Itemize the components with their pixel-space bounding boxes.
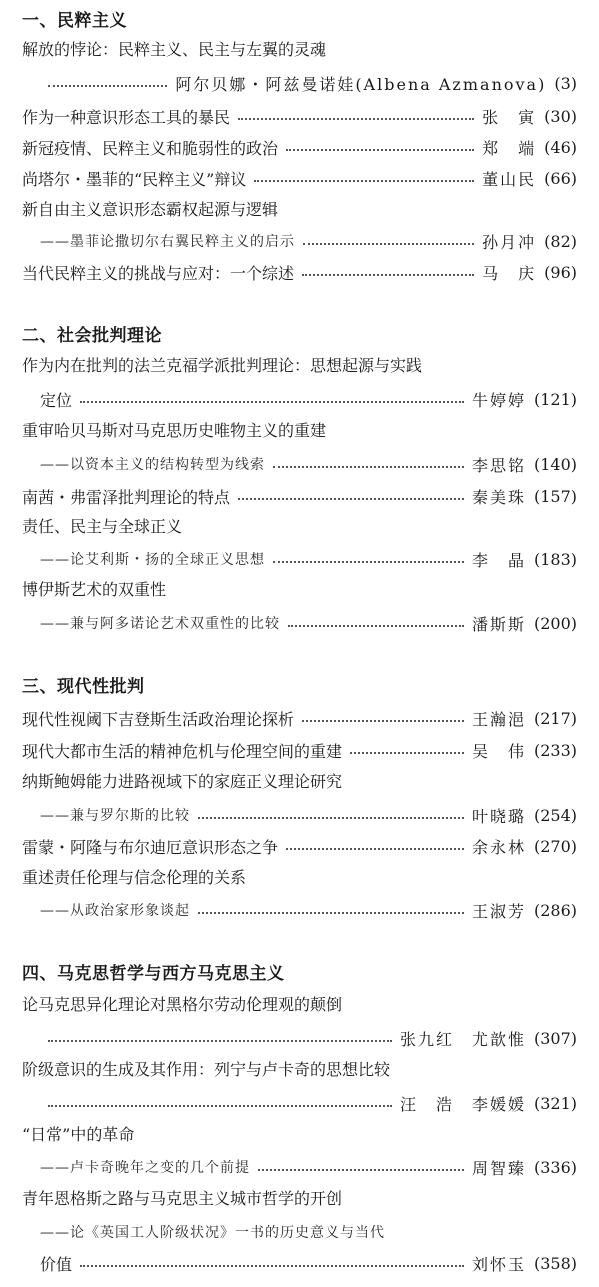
entry-author: 汪 浩 李媛媛 [399, 1094, 526, 1114]
toc-entry[interactable] [22, 135, 577, 159]
toc-entry[interactable] [22, 166, 577, 190]
toc-entry[interactable] [40, 1251, 577, 1275]
toc-entry[interactable] [40, 803, 577, 827]
toc-entry[interactable] [22, 706, 577, 730]
entry-title: ——从政治家形象谈起 [40, 903, 190, 919]
entry-page: (3) [554, 73, 577, 93]
leader-dots [286, 149, 474, 151]
entry-title: 现代大都市生活的精神危机与伦理空间的重建 [22, 741, 343, 761]
leader-dots [238, 118, 474, 120]
entry-page: (30) [544, 106, 577, 126]
entry-page: (321) [533, 1093, 577, 1113]
leader-dots [288, 625, 464, 627]
toc-entry[interactable] [22, 260, 577, 284]
toc-entry[interactable] [22, 834, 577, 858]
entry-author: 郑 端 [482, 138, 537, 158]
leader-dots [273, 561, 464, 563]
entry-page: (157) [533, 486, 577, 506]
leader-dots [254, 180, 474, 182]
leader-dots [273, 466, 464, 468]
entry-title: 当代民粹主义的挑战与应对：一个综述 [22, 263, 295, 283]
section-heading: 三、现代性批判 [22, 677, 145, 697]
toc-entry[interactable] [22, 104, 577, 128]
toc-entry[interactable] [22, 738, 577, 762]
entry-author: 马 庆 [482, 263, 537, 283]
entry-title: 责任、民主与全球正义 [22, 517, 183, 536]
entry-title: “日常”中的革命 [22, 1125, 135, 1144]
leader-dots [238, 498, 464, 500]
toc-entry[interactable] [40, 1026, 577, 1050]
entry-page: (233) [533, 740, 577, 760]
leader-dots [303, 243, 474, 245]
entry-page: (217) [533, 708, 577, 728]
leader-dots [80, 401, 464, 403]
entry-page: (336) [533, 1157, 577, 1177]
entry-title: ——卢卡奇晚年之变的几个前提 [40, 1160, 250, 1176]
entry-author: 秦美珠 [471, 487, 526, 507]
leader-dots [198, 817, 464, 819]
entry-title: 博伊斯艺术的双重性 [22, 580, 167, 599]
entry-page: (140) [533, 454, 577, 474]
entry-title: ——兼与罗尔斯的比较 [40, 808, 190, 824]
toc-entry[interactable] [40, 71, 577, 95]
entry-title: 解放的悖论：民粹主义、民主与左翼的灵魂 [22, 40, 327, 59]
entry-page: (82) [544, 231, 577, 251]
entry-page: (254) [533, 805, 577, 825]
entry-title: 重述责任伦理与信念伦理的关系 [22, 868, 247, 887]
entry-title: 新自由主义意识形态霸权起源与逻辑 [22, 200, 279, 219]
entry-title: 定位 [40, 390, 73, 410]
entry-author: 王淑芳 [471, 901, 526, 921]
entry-page: (46) [544, 137, 577, 157]
entry-page: (183) [533, 549, 577, 569]
entry-title: 纳斯鲍姆能力进路视域下的家庭正义理论研究 [22, 772, 343, 791]
entry-page: (66) [544, 168, 577, 188]
toc-entry[interactable] [40, 1155, 577, 1179]
leader-dots [286, 848, 464, 850]
entry-title: ——论艾利斯・扬的全球正义思想 [40, 552, 265, 568]
entry-title: ——论《英国工人阶级状况》一书的历史意义与当代 [40, 1225, 385, 1241]
entry-page: (200) [533, 613, 577, 633]
entry-title: 重审哈贝马斯对马克思历史唯物主义的重建 [22, 421, 327, 440]
entry-title: 南茜・弗雷泽批判理论的特点 [22, 487, 231, 507]
toc-entry[interactable] [22, 484, 577, 508]
toc-entry[interactable] [40, 387, 577, 411]
section-heading: 一、民粹主义 [22, 11, 127, 31]
leader-dots [48, 85, 167, 87]
entry-title: 阶级意识的生成及其作用：列宁与卢卡奇的思想比较 [22, 1060, 391, 1079]
leader-dots [80, 1265, 464, 1267]
entry-title: 青年恩格斯之路与马克思主义城市哲学的开创 [22, 1189, 343, 1208]
entry-title: ——兼与阿多诺论艺术双重性的比较 [40, 616, 280, 632]
section-heading: 四、马克思哲学与西方马克思主义 [22, 964, 285, 984]
entry-title: ——以资本主义的结构转型为线索 [40, 457, 265, 473]
entry-author: 潘斯斯 [471, 614, 526, 634]
entry-author: 张 寅 [482, 107, 537, 127]
toc-entry[interactable] [40, 898, 577, 922]
entry-page: (307) [533, 1028, 577, 1048]
entry-author: 张九红 尤歆惟 [399, 1029, 526, 1049]
entry-author: 周智臻 [471, 1158, 526, 1178]
entry-author: 牛婷婷 [471, 390, 526, 410]
toc-entry[interactable] [40, 1091, 577, 1115]
toc-entry[interactable] [40, 452, 577, 476]
leader-dots [258, 1169, 464, 1171]
entry-title: 价值 [40, 1254, 73, 1274]
entry-title: 新冠疫情、民粹主义和脆弱性的政治 [22, 138, 279, 158]
entry-author: 董山民 [482, 169, 537, 189]
entry-author: 阿尔贝娜・阿兹曼诺娃(Albena Azmanova) [175, 74, 547, 94]
entry-title: 作为内在批判的法兰克福学派批判理论：思想起源与实践 [22, 356, 423, 375]
entry-title: 论马克思异化理论对黑格尔劳动伦理观的颠倒 [22, 995, 343, 1014]
section-heading: 二、社会批判理论 [22, 326, 162, 346]
entry-title: 作为一种意识形态工具的暴民 [22, 107, 231, 127]
entry-title: 雷蒙・阿隆与布尔迪厄意识形态之争 [22, 837, 279, 857]
entry-page: (358) [533, 1253, 577, 1273]
entry-page: (121) [533, 389, 577, 409]
leader-dots [302, 274, 474, 276]
entry-author: 吴 伟 [471, 741, 526, 761]
toc-entry[interactable] [40, 611, 577, 635]
entry-author: 孙月冲 [482, 232, 537, 252]
entry-author: 王瀚浥 [471, 709, 526, 729]
entry-author: 李思铭 [471, 455, 526, 475]
entry-title: 尚塔尔・墨菲的“民粹主义”辩议 [22, 169, 247, 189]
leader-dots [198, 912, 464, 914]
entry-author: 余永林 [471, 837, 526, 857]
toc-entry[interactable] [40, 547, 577, 571]
leader-dots [350, 752, 464, 754]
entry-title: ——墨菲论撒切尔右翼民粹主义的启示 [40, 234, 295, 250]
entry-author: 叶晓璐 [471, 806, 526, 826]
toc-entry[interactable] [40, 229, 577, 253]
entry-page: (286) [533, 900, 577, 920]
leader-dots [48, 1105, 392, 1107]
entry-page: (270) [533, 836, 577, 856]
entry-author: 李 晶 [471, 550, 526, 570]
entry-title: 现代性视阈下吉登斯生活政治理论探析 [22, 709, 295, 729]
entry-page: (96) [544, 262, 577, 282]
leader-dots [302, 720, 464, 722]
leader-dots [48, 1040, 392, 1042]
entry-author: 刘怀玉 [471, 1254, 526, 1274]
